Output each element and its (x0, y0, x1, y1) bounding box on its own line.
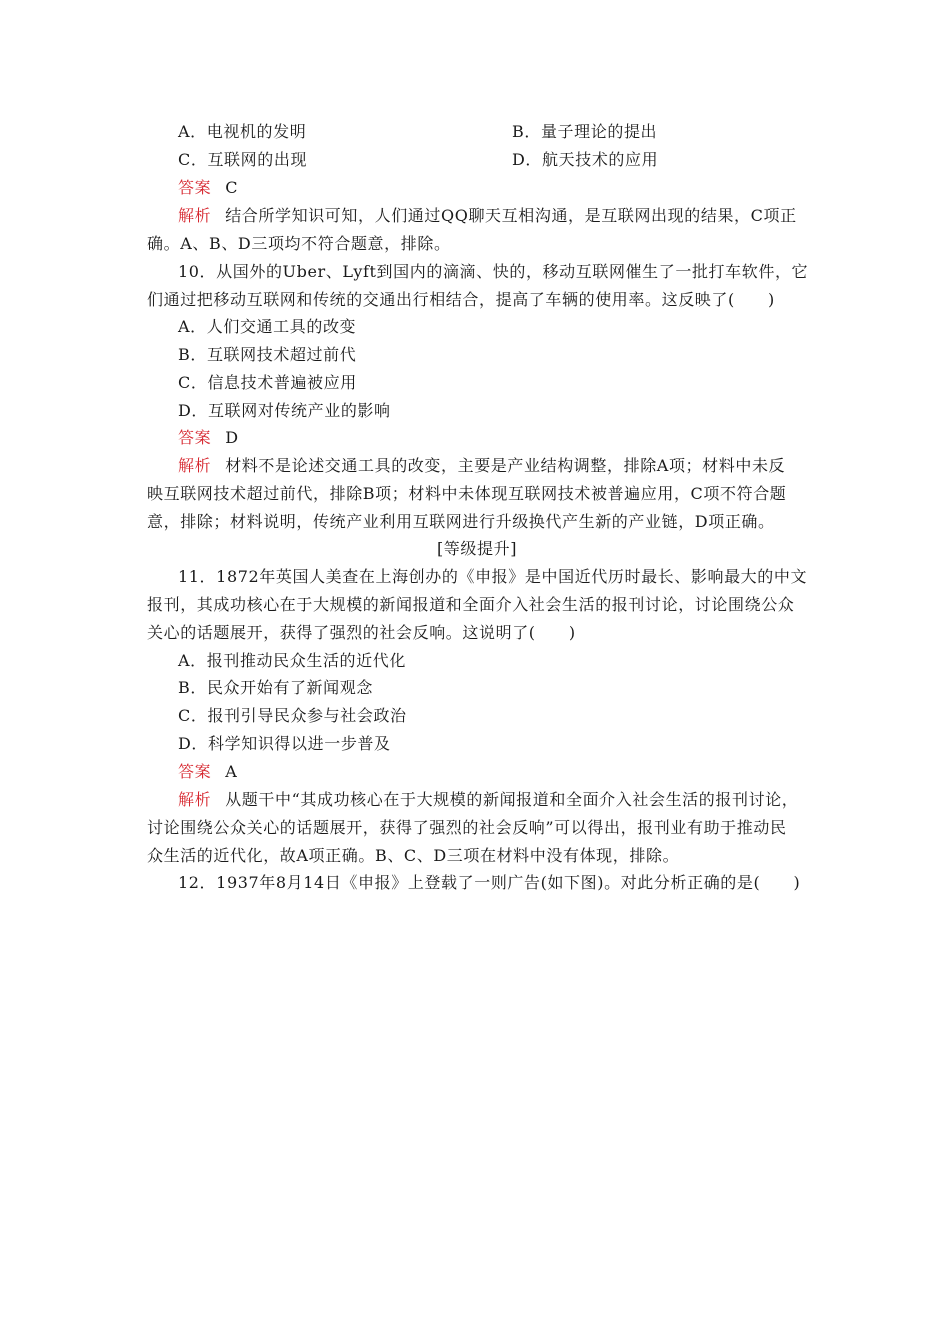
q10-option-b: B．互联网技术超过前代 (178, 345, 357, 364)
q11-analysis-line-2: 讨论围绕公众关心的话题展开，获得了强烈的社会反响”可以得出，报刊业有助于推动民 (147, 818, 787, 837)
answer-value: D (225, 428, 239, 447)
q10-analysis-line-3: 意，排除；材料说明，传统产业利用互联网进行升级换代产生新的产业链，D项正确。 (147, 512, 775, 531)
q11-stem-line-1: 11．1872年英国人美查在上海创办的《申报》是中国近代历时最长、影响最大的中文 (178, 567, 808, 586)
answer-label: 答案 (178, 762, 212, 781)
q9-option-a: A．电视机的发明 (178, 122, 307, 141)
q11-analysis-line-3: 众生活的近代化，故A项正确。B、C、D三项在材料中没有体现，排除。 (147, 846, 680, 865)
q11-option-c: C．报刊引导民众参与社会政治 (178, 706, 407, 725)
q10-option-d: D．互联网对传统产业的影响 (178, 401, 391, 420)
q11-answer (178, 762, 807, 782)
answer-value: C (225, 178, 239, 197)
q12-stem-line-1: 12．1937年8月14日《申报》上登载了一则广告(如下图)。对此分析正确的是( ) (178, 873, 801, 892)
q10-stem-line-1: 10．从国外的Uber、Lyft到国内的滴滴、快的，移动互联网催生了一批打车软件，它 (178, 262, 809, 281)
q11-option-b: B．民众开始有了新闻观念 (178, 678, 373, 697)
analysis-label: 解析 (178, 790, 212, 809)
q11-option-d: D．科学知识得以进一步普及 (178, 734, 391, 753)
q11-stem-line-2: 报刊，其成功核心在于大规模的新闻报道和全面介入社会生活的报刊讨论，讨论围绕公众 (147, 595, 795, 614)
analysis-label: 解析 (178, 206, 212, 225)
answer-label: 答案 (178, 178, 212, 197)
answer-label: 答案 (178, 428, 212, 447)
analysis-text: 结合所学知识可知，人们通过QQ聊天互相沟通，是互联网出现的结果，C项正 (225, 206, 797, 225)
q9-option-c: C．互联网的出现 (178, 150, 308, 169)
q10-analysis-line-1 (178, 456, 807, 476)
analysis-label: 解析 (178, 456, 212, 475)
q9-answer (178, 178, 807, 198)
q10-analysis-line-2: 映互联网技术超过前代，排除B项；材料中未体现互联网技术被普遍应用，C项不符合题 (147, 484, 787, 503)
answer-value: A (225, 762, 238, 781)
q11-stem-line-3: 关心的话题展开，获得了强烈的社会反响。这说明了( ) (147, 623, 576, 642)
q10-option-a: A．人们交通工具的改变 (178, 317, 357, 336)
analysis-text: 材料不是论述交通工具的改变，主要是产业结构调整，排除A项；材料中未反 (225, 456, 786, 475)
q10-option-c: C．信息技术普遍被应用 (178, 373, 357, 392)
q10-answer (178, 428, 807, 448)
q9-option-b: B．量子理论的提出 (512, 122, 658, 141)
q9-option-d: D．航天技术的应用 (512, 150, 659, 169)
q9-analysis-line-1 (178, 206, 807, 226)
section-title: [等级提升] (436, 539, 518, 558)
analysis-text: 从题干中“其成功核心在于大规模的新闻报道和全面介入社会生活的报刊讨论， (225, 790, 799, 809)
q11-analysis-line-1 (178, 790, 807, 810)
q10-stem-line-2: 们通过把移动互联网和传统的交通出行相结合，提高了车辆的使用率。这反映了( ) (147, 290, 775, 309)
q11-option-a: A．报刊推动民众生活的近代化 (178, 651, 406, 670)
q9-analysis-line-2: 确。A、B、D三项均不符合题意，排除。 (147, 234, 451, 253)
